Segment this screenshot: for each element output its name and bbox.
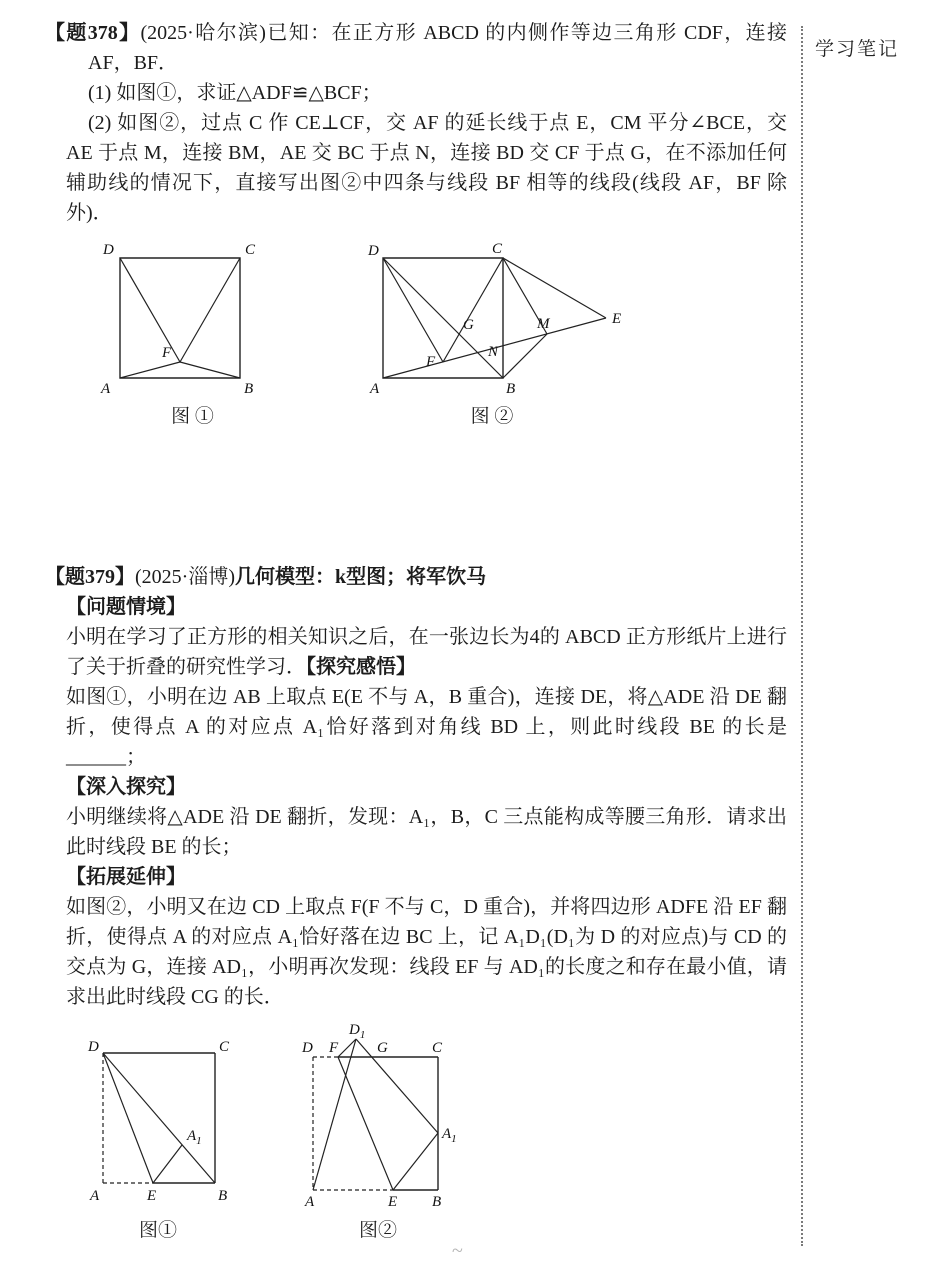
vertex-label-B: B xyxy=(218,1188,228,1204)
vertex-label-E: E xyxy=(147,1188,157,1204)
vertex-label-B: B xyxy=(244,381,254,396)
problem-378-section xyxy=(45,18,787,432)
margin-divider xyxy=(801,26,803,1246)
figure-378-1-caption: 图 ① xyxy=(171,406,214,427)
vertex-label-A1: $A_1$ xyxy=(442,1126,457,1145)
problem-378-part2: (2) 如图②，过点 C 作 CE⊥CF，交 AF 的延长线于点 E，CM 平分∠BCE，交 AE 于点 M，连接 BM，AE 交 BC 于点 N，连接 BD 交 CF 于点 G，在不添加任何辅助线的情况下，直接写出图②中四条与线段 BF 相等的线段(线段 AF，BF 除外)． xyxy=(66,112,787,224)
figure-378-2 xyxy=(358,238,626,432)
vertex-label-C: C xyxy=(245,242,256,258)
section-header-explore-inline: 【探究感悟】 xyxy=(306,656,416,678)
figure-379-2 xyxy=(293,1022,463,1246)
problem-379-tag: 【题379】 xyxy=(45,566,135,588)
figure-378-2-caption: 图 ② xyxy=(470,406,514,427)
problem-378-tag: 【题378】 xyxy=(45,22,141,44)
vertex-label-C: C xyxy=(219,1039,230,1055)
problem-379-section xyxy=(45,562,787,1246)
footer-mark: ~ xyxy=(452,1240,463,1262)
intro-text: 小明在学习了正方形的相关知识之后，在一张边长为4的 ABCD 正方形纸片上进行了关于折叠的研究性学习． xyxy=(66,626,787,678)
construction-lines xyxy=(120,258,240,378)
figure-379-1 xyxy=(78,1038,238,1246)
figure-379-2-svg xyxy=(293,1022,463,1210)
problem-379-explore: 如图①，小明在边 AB 上取点 E(E 不与 A，B 重合)，连接 DE，将△ADE 沿 DE 翻折，使得点 A 的对应点 A₁恰好落到对角线 BD 上，则此时线段 BE 的长是______； xyxy=(66,686,787,768)
square-outline xyxy=(120,258,240,378)
problem-379-intro xyxy=(66,622,787,682)
vertex-label-F: F xyxy=(426,354,436,370)
problem-379-heading xyxy=(45,562,787,592)
problem-379-extend: 如图②，小明又在边 CD 上取点 F(F 不与 C，D 重合)，并将四边形 ADFE 沿 EF 翻折，使得点 A 的对应点 A₁恰好落在边 BC 上，记 A₁D₁(D₁为 D 的对应点)与 CD 的交点为 G，连接 AD₁，小明再次发现：线段 EF 与 AD₁的长度之和存在最小值，请求出此时线段 CG 的长． xyxy=(66,896,787,1008)
problem-378-part1: (1) 如图①，求证△ADF≌△BCF； xyxy=(88,82,382,104)
vertex-label-F: F xyxy=(329,1040,339,1056)
vertex-label-A: A xyxy=(101,381,111,396)
vertex-label-D: D xyxy=(302,1040,313,1056)
vertex-label-D: D xyxy=(88,1039,99,1055)
figure-378-1 xyxy=(85,238,300,432)
section-header-deep: 【深入探究】 xyxy=(66,776,186,798)
vertex-label-E: E xyxy=(388,1194,398,1210)
figure-378-1-svg xyxy=(85,238,300,396)
vertex-label-A: A xyxy=(305,1194,315,1210)
vertex-label-G: G xyxy=(377,1040,388,1056)
vertex-label-C: C xyxy=(432,1040,443,1056)
vertex-label-C: C xyxy=(492,241,503,257)
fold-lines xyxy=(103,1053,215,1183)
vertex-label-D: D xyxy=(103,242,114,258)
vertex-label-B: B xyxy=(506,381,516,396)
vertex-label-F: F xyxy=(162,345,172,361)
vertex-label-D1: $D_1$ xyxy=(349,1022,366,1041)
vertex-label-A: A xyxy=(370,381,380,396)
problem-378-intro: (2025·哈尔滨)已知：在正方形 ABCD 的内侧作等边三角形 CDF，连接 AF，BF． xyxy=(88,22,788,74)
dashed-hidden-edges xyxy=(313,1057,393,1190)
problem-378-heading xyxy=(45,18,787,78)
vertex-label-A1: $A_1$ xyxy=(187,1128,202,1147)
vertex-label-M: M xyxy=(537,316,550,332)
worksheet-content xyxy=(45,18,787,1246)
section-header-situation: 【问题情境】 xyxy=(66,596,186,618)
figure-379-1-caption: 图① xyxy=(138,1220,177,1241)
problem-379-deep: 小明继续将△ADE 沿 DE 翻折，发现：A₁，B，C 三点能构成等腰三角形．请求出此时线段 BE 的长； xyxy=(66,806,787,858)
section-header-extend: 【拓展延伸】 xyxy=(66,866,186,888)
problem-379-title: 几何模型：k型图；将军饮马 xyxy=(234,566,487,588)
figure-378-2-svg xyxy=(358,238,626,396)
figure-379-2-caption: 图② xyxy=(358,1220,397,1241)
figure-379-1-svg xyxy=(78,1038,238,1210)
vertex-label-B: B xyxy=(432,1194,442,1210)
margin-note-label: 学习笔记 xyxy=(815,39,900,60)
problem-379-source: (2025·淄博) xyxy=(135,566,235,588)
vertex-label-A: A xyxy=(90,1188,100,1204)
vertex-label-E: E xyxy=(612,311,622,327)
vertex-label-N: N xyxy=(488,344,499,360)
construction-lines xyxy=(383,258,606,378)
problem-378-figures xyxy=(85,238,787,432)
vertex-label-D: D xyxy=(368,243,379,259)
fold-lines xyxy=(313,1039,438,1190)
problem-379-figures xyxy=(78,1022,787,1246)
square-outline xyxy=(338,1057,438,1190)
vertex-label-G: G xyxy=(463,317,474,333)
